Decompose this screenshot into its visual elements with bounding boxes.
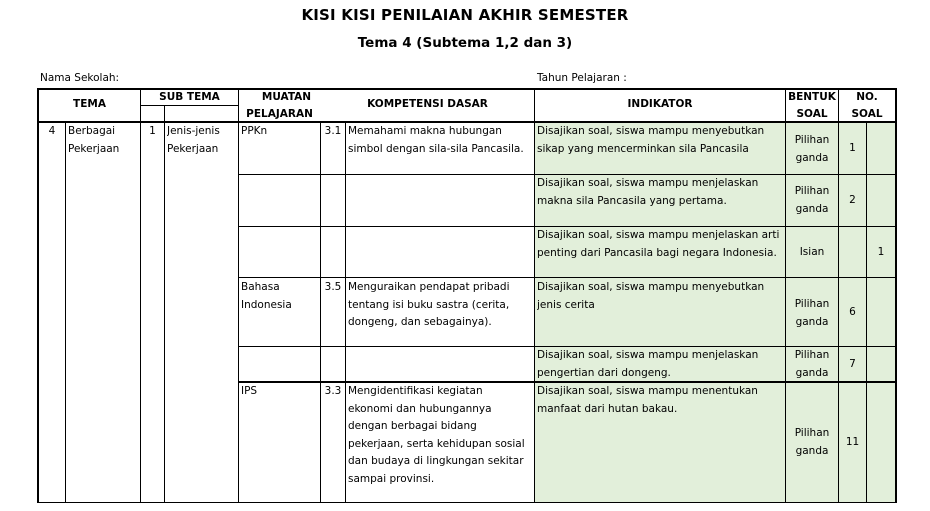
row-4-muatan: Bahasa Indonesia bbox=[241, 281, 292, 311]
row-6-kompetensi: Mengidentifikasi kegiatan ekonomi dan hubungannya dengan berbagai bidang pekerjaan, serta kehidupan sosial dan budaya di lingkungan sekitar sampai provinsi. bbox=[348, 385, 525, 485]
row-6-kd-number: 3.3 bbox=[324, 385, 342, 397]
row-1-no-pg: 1 bbox=[849, 142, 856, 154]
header-tema: TEMA bbox=[73, 98, 106, 110]
header-no-1: NO. bbox=[856, 91, 878, 103]
document-subtitle: Tema 4 (Subtema 1,2 dan 3) bbox=[357, 35, 573, 51]
row-1-indikator: Disajikan soal, siswa mampu menyebutkan sikap yang mencerminkan sila Pancasila bbox=[537, 125, 765, 155]
row-2-no-pg: 2 bbox=[849, 194, 856, 206]
row-5-bentuk: Pilihan ganda bbox=[794, 349, 830, 379]
row-2-indikator: Disajikan soal, siswa mampu menjelaskan makna sila Pancasila yang pertama. bbox=[537, 177, 759, 207]
row-3-no-isian: 1 bbox=[877, 246, 885, 258]
row-5-indikator: Disajikan soal, siswa mampu menjelaskan pengertian dari dongeng. bbox=[537, 349, 759, 379]
tema-name: Berbagai Pekerjaan bbox=[68, 125, 120, 155]
header-muatan-1: MUATAN bbox=[261, 91, 312, 103]
subtema-number: 1 bbox=[149, 125, 156, 137]
row-1-muatan: PPKn bbox=[241, 125, 268, 137]
school-year-label: Tahun Pelajaran : bbox=[537, 72, 627, 84]
row-1-bentuk: Pilihan ganda bbox=[794, 134, 830, 164]
header-kompetensi: KOMPETENSI DASAR bbox=[367, 98, 488, 110]
header-indikator: INDIKATOR bbox=[627, 98, 693, 110]
row-2-bentuk: Pilihan ganda bbox=[794, 185, 830, 215]
row-3-indikator: Disajikan soal, siswa mampu menjelaskan arti penting dari Pancasila bagi negara Indonesia. bbox=[537, 229, 780, 259]
row-1-kd-number: 3.1 bbox=[324, 125, 342, 137]
row-3-bentuk: Isian bbox=[799, 246, 825, 258]
header-muatan-2: PELAJARAN bbox=[246, 108, 313, 120]
row-6-no-pg: 11 bbox=[845, 436, 860, 448]
header-bentuk-1: BENTUK bbox=[788, 91, 836, 103]
school-name-label: Nama Sekolah: bbox=[40, 72, 120, 84]
row-6-muatan: IPS bbox=[241, 385, 258, 397]
row-6-indikator: Disajikan soal, siswa mampu menentukan manfaat dari hutan bakau. bbox=[537, 385, 758, 415]
header-bentuk-2: SOAL bbox=[796, 108, 828, 120]
subtema-name: Jenis-jenis Pekerjaan bbox=[167, 125, 220, 155]
row-4-indikator: Disajikan soal, siswa mampu menyebutkan jenis cerita bbox=[537, 281, 765, 311]
row-4-bentuk: Pilihan ganda bbox=[794, 298, 830, 328]
row-4-kd-number: 3.5 bbox=[324, 281, 342, 293]
header-subtema: SUB TEMA bbox=[159, 91, 220, 103]
header-no-2: SOAL bbox=[851, 108, 883, 120]
row-6-bentuk: Pilihan ganda bbox=[794, 427, 830, 457]
tema-number: 4 bbox=[48, 125, 56, 137]
row-5-no-pg: 7 bbox=[849, 358, 856, 370]
row-4-no-pg: 6 bbox=[849, 306, 856, 318]
document-title: KISI KISI PENILAIAN AKHIR SEMESTER bbox=[301, 6, 629, 24]
row-4-kompetensi: Menguraikan pendapat pribadi tentang isi buku sastra (cerita, dongeng, dan sebagainya). bbox=[348, 281, 510, 328]
row-1-kompetensi: Memahami makna hubungan simbol dengan sila-sila Pancasila. bbox=[348, 125, 524, 155]
